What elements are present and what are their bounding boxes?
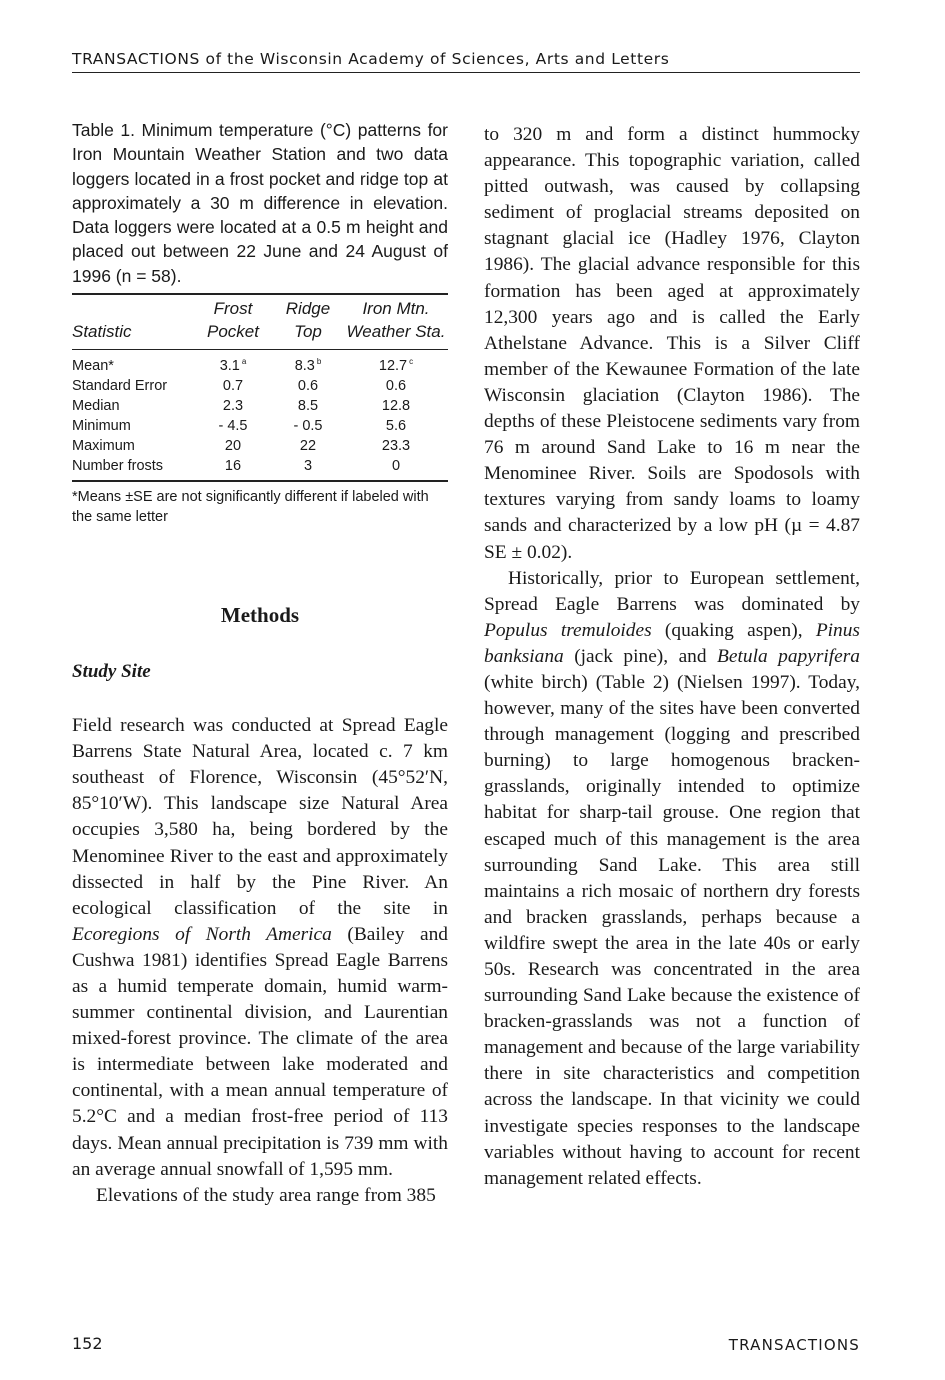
header-ridge-top: Ridge Top [272, 294, 344, 350]
table-row [72, 456, 448, 481]
cell-ridge: 3 [303, 458, 313, 475]
header-statistic: Statistic [72, 294, 194, 350]
cell-ridge: 0.6 [297, 378, 319, 395]
section-heading: Methods [220, 603, 300, 628]
table-footnote: *Means ±SE are not significantly different if labeled with the same letter [72, 489, 429, 526]
row-label: Mean* [72, 358, 114, 375]
running-header: TRANSACTIONS of the Wisconsin Academy of Sciences, Arts and Letters [72, 50, 860, 73]
cell-ridge: 22 [299, 438, 317, 455]
paragraph-elevations-continued: to 320 m and form a distinct hummocky appearance. This topographic variation, called pitted outwash, was caused by collapsing sediment of proglacial streams deposited on stagnant glacial ice (Hadley 1976, Clayton 1986). The glacial advance responsible for this formation has been aged at approximately 12,300 years ago and is called the Early Athelstane Advance. This is a Silver Cliff member of the Kewaunee Formation of the late Wisconsin glaciation (Clayton 1986). The depths of these Pleistocene sediments vary from 76 m around Sand Lake to 16 m near the Menominee River. Soils are Spodosols with textures varying from sandy loams to loamy sands and characterized by a low pH (µ = 4.87 SE ± 0.02). [484, 124, 860, 563]
left-column [72, 118, 448, 1209]
cell-ridge: 8.3 $^b$ [294, 357, 322, 375]
cell-iron: 0 [391, 458, 401, 475]
cell-frost: 16 [224, 458, 242, 475]
page-number: 152 [72, 1334, 103, 1353]
table-header-row [72, 294, 448, 350]
cell-frost: 0.7 [222, 378, 244, 395]
table-row [72, 416, 448, 436]
cell-iron: 12.7 $^c$ [378, 357, 414, 375]
cell-iron: 0.6 [385, 378, 407, 395]
header-iron-mtn: Iron Mtn. Weather Sta. [344, 294, 448, 350]
cell-frost: 2.3 [222, 398, 244, 415]
data-table [72, 293, 448, 482]
row-label: Number frosts [72, 458, 164, 475]
table-row [72, 436, 448, 456]
header-frost-pocket: Frost Pocket [194, 294, 272, 350]
cell-iron: 5.6 [385, 418, 407, 435]
table-row [72, 350, 448, 377]
cell-frost: 20 [224, 438, 242, 455]
paragraph-study-site: Field research was conducted at Spread Eagle Barrens State Natural Area, located c. 7 km southeast of Florence, Wisconsin (45°52′N, 85°10′W). This landscape size Natural Area occupies 3,580 ha, being bordered by the Menominee River to the east and approximately dissected in half by the Pine River. An ecological classification of the site in Ecoregions of North America (Bailey and Cushwa 1981) identifies Spread Eagle Barrens as a humid temperate domain, humid warm-summer continental division, and Laurentian mixed-forest province. The climate of the area is intermediate between lake moderated and continental, with a mean annual temperature of 5.2°C and a median frost-free period of 113 days. Mean annual precipitation is 739 mm with an average annual snowfall of 1,595 mm. [72, 715, 448, 1180]
subsection-heading: Study Site [72, 661, 151, 683]
table-caption: Table 1. Minimum temperature (°C) patterns for Iron Mountain Weather Station and two data loggers located in a frost pocket and ridge top at approximately a 30 m difference in elevation. Data loggers were located at a 0.5 m height and placed out between 22 June and 24 August of 1996 (n = 58). [72, 120, 448, 286]
cell-frost: 3.1 $^a$ [219, 357, 247, 375]
table-row [72, 396, 448, 416]
row-label: Median [72, 398, 120, 415]
cell-ridge: 8.5 [297, 398, 319, 415]
row-label: Standard Error [72, 378, 168, 395]
cell-ridge: - 0.5 [293, 418, 323, 435]
paragraph-elevations [72, 1183, 448, 1209]
paragraph-elevations-text: Elevations of the study area range from 385 [96, 1184, 436, 1206]
cell-frost: - 4.5 [218, 418, 248, 435]
right-column [484, 122, 860, 1192]
row-label: Minimum [72, 418, 131, 435]
cell-iron: 23.3 [381, 438, 411, 455]
paragraph-historical: Historically, prior to European settlement, Spread Eagle Barrens was dominated by Populus tremuloides (quaking aspen), Pinus banksiana (jack pine), and Betula papyrifera (white birch) (Table 2) (Nielsen 1997). Today, however, many of the sites have been converted through management (logging and prescribed burning) to large homogenous bracken-grasslands, originally intended to optimize habitat for sharp-tail grouse. One region that escaped much of this management is the area surrounding Sand Lake. This area still maintains a rich mosaic of northern dry forests and bracken grasslands, perhaps because a wildfire swept the area in the late 40s or early 50s. Research was concentrated in the area surrounding Sand Lake because the existence of bracken-grasslands was not a function of management and because of the large variability there in site characteristics and competition across the landscape. In that vicinity we could investigate species responses to the landscape variables without having to account for recent management related effects. [484, 567, 860, 1189]
table-row [72, 376, 448, 396]
row-label: Maximum [72, 438, 135, 455]
footer-title: TRANSACTIONS [728, 1336, 860, 1354]
cell-iron: 12.8 [381, 398, 411, 415]
